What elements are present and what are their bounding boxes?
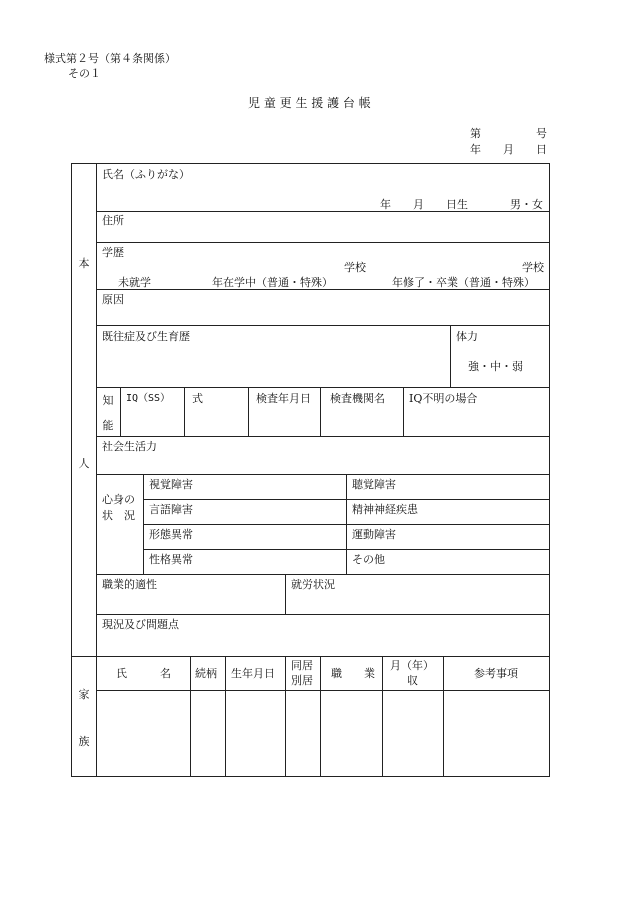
stamina-label: 体力: [456, 330, 478, 343]
graduated-label: 年修了・卒業（普通・特殊）: [392, 276, 535, 289]
psych-disorder-label: 精神神経疾患: [352, 503, 418, 516]
family-col-name: 氏 名: [116, 667, 171, 680]
visual-impairment-label: 視覚障害: [149, 478, 193, 491]
hearing-impairment-label: 聴覚障害: [352, 478, 396, 491]
address-label: 住所: [102, 214, 124, 227]
page-title: 児 童 更 生 援 護 台 帳: [248, 96, 371, 110]
stamina-options: 強・中・弱: [468, 360, 523, 373]
birth-label: 年 月 日生: [380, 198, 468, 211]
history-label: 既往症及び生育歴: [102, 330, 190, 343]
family-col-income-1: 月（年）: [390, 659, 434, 672]
employment-label: 就労状況: [291, 578, 335, 591]
section-family-char-1: 家: [78, 688, 90, 701]
mind-body-label-1: 心身の: [102, 493, 135, 506]
number-label: 第 号: [470, 127, 547, 140]
section-family-char-2: 族: [78, 735, 90, 748]
family-col-cohabit-1: 同居: [291, 659, 313, 672]
aptitude-label: 職業的適性: [102, 578, 157, 591]
in-school-label: 年在学中（普通・特殊）: [212, 276, 333, 289]
school-label-2: 学校: [522, 261, 544, 274]
iq-label: IQ（SS）: [126, 393, 171, 404]
sex-label: 男・女: [510, 198, 543, 211]
family-col-cohabit-2: 別居: [291, 674, 313, 687]
school-label-1: 学校: [344, 261, 366, 274]
section-honnin-char-2: 人: [78, 457, 90, 470]
family-col-relation: 続柄: [195, 667, 217, 680]
other-label: その他: [352, 553, 385, 566]
test-agency-label: 検査機関名: [330, 392, 385, 405]
date-label: 年 月 日: [470, 143, 547, 156]
name-label: 氏名（ふりがな）: [102, 168, 190, 181]
current-status-label: 現況及び問題点: [102, 618, 179, 631]
personality-abnormality-label: 性格異常: [149, 553, 193, 566]
form-abnormality-label: 形態異常: [149, 528, 193, 541]
intel-char-2: 能: [102, 419, 114, 432]
family-col-job: 職 業: [331, 667, 375, 680]
intel-char-1: 知: [102, 394, 114, 407]
mind-body-label-2: 状 況: [102, 509, 135, 522]
cause-label: 原因: [102, 293, 124, 306]
family-col-birth: 生年月日: [231, 667, 275, 680]
section-honnin-char-1: 本: [78, 257, 90, 270]
family-col-notes: 参考事項: [474, 667, 518, 680]
motor-impairment-label: 運動障害: [352, 528, 396, 541]
family-col-income-2: 収: [407, 674, 418, 687]
iq-unknown-label: IQ不明の場合: [409, 392, 478, 405]
social-life-label: 社会生活力: [102, 440, 157, 453]
not-enrolled-label: 未就学: [118, 276, 151, 289]
form-part: その１: [68, 67, 101, 80]
formula-label: 式: [192, 392, 203, 405]
speech-impairment-label: 言語障害: [149, 503, 193, 516]
test-date-label: 検査年月日: [256, 392, 311, 405]
form-number: 様式第２号（第４条関係）: [44, 52, 176, 65]
education-label: 学歴: [102, 246, 124, 259]
